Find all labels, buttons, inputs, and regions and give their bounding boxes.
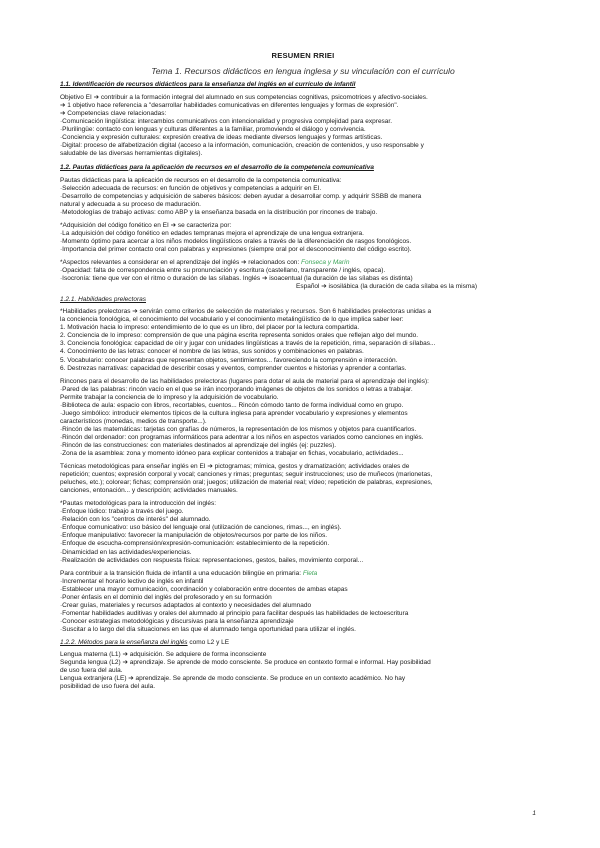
text-line: 6. Destrezas narrativas: capacidad de describir cosas y eventos, comprender cuentos e historias y aprender a contarlas. [60, 364, 407, 372]
section-1-1-body [60, 94, 546, 158]
text-line: ·Establecer una mayor comunicación, coordinación y colaboración entre docentes de ambas etapas [60, 585, 348, 593]
text-line: ·Rincón del ordenador: con programas informáticos para adentrar a los niños en aspectos variados como canciones en inglés. [60, 433, 424, 441]
tecnicas-block [60, 463, 546, 495]
text-line: ·Metodologías de trabajo activas: como ABP y la enseñanza basada en la distribución por rincones de trabajo. [60, 208, 378, 216]
text-line: saludable de las diversas herramientas digitales). [60, 150, 203, 158]
text-line: *Adquisición del código fonético en EI ➔ se caracteriza por: [60, 221, 232, 229]
text-line: ➔ Competencias clave relacionadas: [60, 110, 167, 118]
codigo-fonetico-block [60, 222, 546, 254]
section-heading-1-2-2-tail: como L2 y LE [187, 639, 230, 646]
text-line: ·Realización de actividades con respuesta física: representaciones, gestos, bailes, movimiento corporal... [60, 556, 364, 564]
section-heading-1-2-2-label: 1.2.2. Métodos para la enseñanza del inglés [60, 639, 188, 646]
section-heading-1-2-2 [60, 639, 546, 647]
text-line: ·Isocronía: tiene que ver con el ritmo o duración de las sílabas. Inglés ➔ isoacentual (la duración de las sílabas es distinta) [60, 275, 413, 283]
text-line: 1. Motivación hacia lo impreso: entendimiento de lo que es un libro, del placer por la lectura compartida. [60, 324, 360, 332]
text-line: ·Importancia del primer contacto oral con palabras y expresiones (siempre oral por el desconocimiento del código escrito). [60, 245, 412, 253]
page-number: 1 [532, 809, 536, 817]
text-line: canciones, entonación... y descripción; actividades manuales. [60, 487, 238, 495]
text-line: ➔ 1 objetivo hace referencia a "desarrollar habilidades comunicativas en diferentes lenguajes y formas de expresión". [60, 102, 399, 110]
text-line: ·Fomentar habilidades auditivas y orales del alumnado al principio para facilitar después las habilidades de lectoescritura [60, 609, 409, 617]
text-line: *Pautas metodológicas para la introducción del inglés: [60, 500, 217, 508]
text-line: ·Momento óptimo para acercar a los niños modelos lingüísticos orales a través de la diferenciación de rasgos fonológicos. [60, 237, 412, 245]
text-line: ·Comunicación lingüística: intercambios comunicativos con intencionalidad y progresiva complejidad para expresar. [60, 118, 393, 126]
text-line: ·Pared de las palabras: rincón vacío en el que se irán incorporando imágenes de objetos de los sonidos o letras a trabajar. [60, 385, 413, 393]
document-subtitle: Tema 1. Recursos didácticos en lengua inglesa y su vinculación con el currículo [151, 66, 455, 77]
text-line: la conciencia fonológica, el conocimiento del vocabulario y el conocimiento metalingüístico de lo que implica saber leer: [60, 316, 404, 324]
text-line: Segunda lengua (L2) ➔ aprendizaje. Se aprende de modo consciente. Se produce en contexto formal e informal. Hay posibilidad [60, 659, 431, 667]
text-line: ·Enfoque manipulativo: favorecer la manipulación de objetos/recursos por parte de los niños. [60, 532, 328, 540]
text-line: ·Desarrollo de competencias y adquisición de saberes básicos: deben ayudar a desarrollar comp. y adquirir SSBB de manera [60, 192, 422, 200]
text-line: Español ➔ isosilábica (la duración de cada sílaba es la misma) [296, 283, 478, 291]
text-line: 2. Conciencia de lo impreso: comprensión de que una página escrita representa sonidos orales que reflejan algo del mundo. [60, 332, 419, 340]
text-line: ·Incrementar el horario lectivo de inglés en infantil [60, 577, 204, 585]
text-line: ·Dinamicidad en las actividades/experiencias. [60, 548, 192, 556]
text-line: ·Enfoque comunicativo: uso básico del lenguaje oral (utilización de canciones, rimas..., en inglés). [60, 524, 342, 532]
text-line: Objetivo EI ➔ contribuir a la formación integral del alumnado en sus competencias cognitivas, psicomotrices y afectivo-sociales. [60, 94, 428, 102]
text-line: ·Rincón de las matemáticas: tarjetas con grafías de números, la representación de los mismos y objetos para cuantificarlos. [60, 425, 417, 433]
habilidades-block [60, 308, 546, 372]
text-line: ·Enfoque de escucha-comprensión/expresión-comunicación: establecimiento de la repetición. [60, 540, 330, 548]
text-line: ·Juego simbólico: introducir elementos típicos de la cultura inglesa para aprender vocabulario y expresiones y elementos [60, 409, 408, 417]
text-line: Lengua extranjera (LE) ➔ aprendizaje. Se aprende de modo consciente. Se produce en un contexto académico. No hay [60, 675, 406, 683]
author-reference: Fleta [302, 569, 318, 577]
text-line: ·Conocer estrategias metodológicas y discursivas para la enseñanza aprendizaje [60, 617, 294, 625]
aspectos-block [60, 259, 546, 291]
text-line: ·Biblioteca de aula: espacio con libros, recortables, cuentos... Rincón cómodo tanto de forma individual como en grupo. [60, 401, 404, 409]
text-line: *Habilidades prelectoras ➔ servirán como criterios de selección de materiales y recursos. Son 6 habilidades prelectoras unidas a [60, 308, 432, 316]
text-line: ·Rincón de las construcciones: con materiales destinados al aprendizaje del inglés (ej: puzzles). [60, 441, 337, 449]
transicion-intro: Para contribuir a la transición fluida de infantil a una educación bilingüe en primaria: [60, 569, 303, 577]
text-line: peluches, etc.); colorear; fichas; comprensión oral; juegos; utilización de material real; vídeo; repetición de palabras, expresiones, [60, 479, 433, 487]
text-line [60, 259, 546, 267]
text-line: Rincones para el desarrollo de las habilidades prelectoras (lugares para dotar el aula de material para el aprendizaje del inglés): [60, 377, 429, 385]
section-heading-1-2: 1.2. Pautas didácticas para la aplicación de recursos en el desarrollo de la competencia comunicativa [60, 163, 374, 171]
pautas-metodologicas-block [60, 500, 546, 564]
text-line: 4. Conocimiento de las letras: conocer el nombre de las letras, sus sonidos y combinaciones en palabras. [60, 348, 364, 356]
text-line: de uso fuera del aula. [60, 667, 123, 675]
text-line: característicos (monedas, medios de transporte...). [60, 417, 207, 425]
text-line: ·Plurilingüe: contacto con lenguas y culturas diferentes a la familiar, promoviendo el diálogo y convivencia. [60, 126, 366, 134]
authors-reference: Fonseca y Marín [301, 258, 350, 266]
text-line: Permite trabajar la conciencia de lo impreso y la adquisición de vocabulario. [60, 393, 279, 401]
text-line: ·Relación con los "centros de interés" del alumnado. [60, 516, 211, 524]
text-line: ·Poner énfasis en el dominio del inglés del profesorado y en su formación [60, 593, 272, 601]
metodos-block [60, 651, 546, 691]
text-line: Pautas didácticas para la aplicación de recursos en el desarrollo de la competencia comunicativa: [60, 176, 342, 184]
text-line: ·Selección adecuada de recursos: en función de objetivos y competencias a adquirir en EI. [60, 184, 322, 192]
text-line: ·Digital: proceso de alfabetización digital (acceso a la información, comunicación, creación de contenidos, y uso responsable y [60, 142, 424, 150]
section-heading-1-1: 1.1. Identificación de recursos didácticos para la enseñanza del inglés en el currículo de infantil [60, 81, 356, 89]
text-line: repetición; cuentos; expresión corporal y vocal; canciones y rimas; preguntas; seguir instrucciones; uso de muñecos (marionetas, [60, 471, 433, 479]
text-line: ·Conciencia y expresión culturales: expresión creativa de ideas mediante diversos lenguajes y formas artísticas. [60, 134, 383, 142]
section-heading-1-2-1: 1.2.1. Habilidades prelectoras [60, 296, 146, 304]
text-line: 3. Conciencia fonológica: capacidad de oír y jugar con unidades lingüísticas a través de la repetición, rima, separación di sílabas... [60, 340, 436, 348]
text-line: ·Suscitar a lo largo del día situaciones en las que el alumnado tenga oportunidad para utilizar el inglés. [60, 625, 356, 633]
text-line: ·La adquisición del código fonético en edades tempranas mejora el aprendizaje de una lengua extranjera. [60, 229, 364, 237]
rincones-block [60, 378, 546, 458]
text-line: natural y adecuada a su proceso de maduración. [60, 200, 201, 208]
text-line: Lengua materna (L1) ➔ adquisición. Se adquiere de forma inconsciente [60, 651, 267, 659]
document-title: RESUMEN RRIEI [271, 51, 335, 60]
text-line: ·Zona de la asamblea: zona y momento idóneo para explicar contenidos a trabajar en fichas, vocabulario, actividades... [60, 450, 404, 458]
text-line [60, 570, 546, 578]
text-line: ·Crear guías, materiales y recursos adaptados al contexto y necesidades del alumnado [60, 601, 312, 609]
transicion-block [60, 570, 546, 634]
text-line: posibilidad de uso fuera del aula. [60, 683, 156, 691]
text-line: ·Enfoque lúdico: trabajo a través del juego. [60, 508, 184, 516]
text-line: Técnicas metodológicas para enseñar inglés en EI ➔ pictogramas; mímica, gestos y dramatización; actividades orales de [60, 463, 410, 471]
text-line: ·Opacidad: falta de correspondencia entre su pronunciación y escritura (castellano, transparente / inglés, opaca). [60, 267, 386, 275]
aspectos-intro: *Aspectos relevantes a considerar en el aprendizaje del inglés ➔ relacionados con: [60, 258, 302, 266]
pautas-block [60, 177, 546, 217]
text-line: 5. Vocabulario: conocer palabras que representan objetos, sentimientos... favoreciendo la comprensión e interacción. [60, 356, 398, 364]
